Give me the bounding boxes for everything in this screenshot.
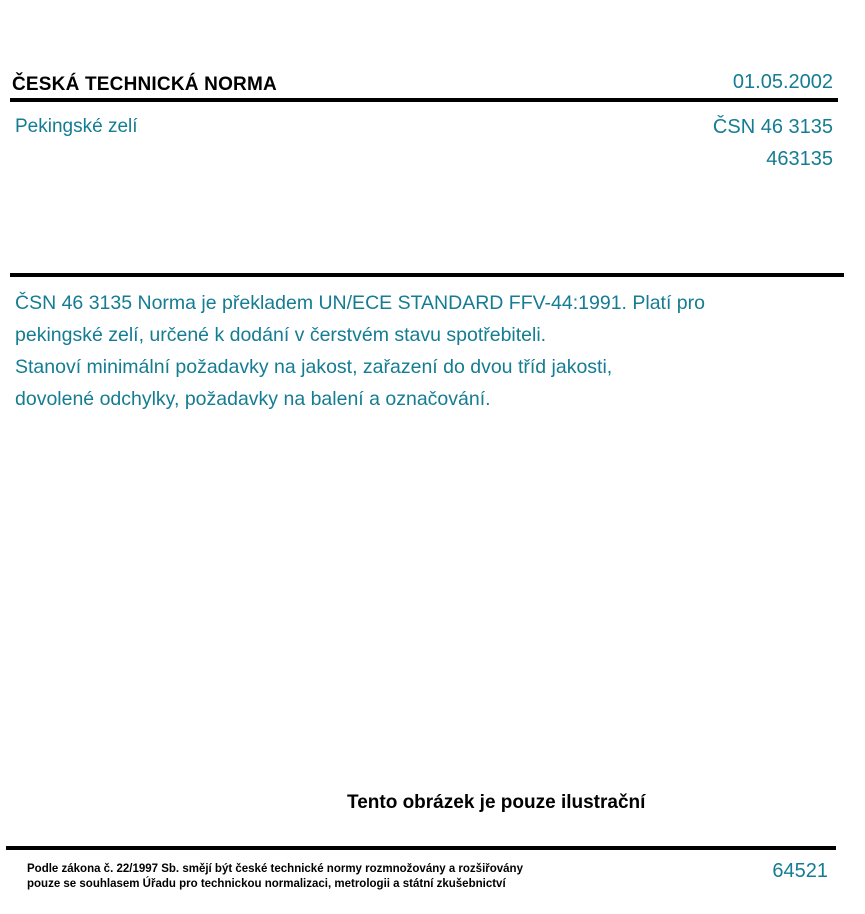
issue-date: 01.05.2002 — [732, 71, 833, 93]
catalog-number: 64521 — [772, 860, 828, 882]
legal-line: Podle zákona č. 22/1997 Sb. smějí být české technické normy rozmnožovány a rozšiřovány — [27, 863, 523, 875]
illustration-notice: Tento obrázek je pouze ilustrační — [347, 792, 646, 813]
classification-code: 463135 — [766, 148, 833, 170]
standard-subject: Pekingské zelí — [15, 116, 138, 137]
standard-description — [15, 287, 835, 415]
bottom-divider — [6, 846, 836, 850]
document-heading: ČESKÁ TECHNICKÁ NORMA — [12, 74, 277, 95]
middle-divider — [10, 273, 844, 277]
standard-designation: ČSN 46 3135 — [712, 116, 833, 138]
legal-notice — [27, 862, 523, 892]
legal-line: pouze se souhlasem Úřadu pro technickou normalizaci, metrologii a státní zkušebnictví — [27, 878, 506, 890]
description-line: dovolené odchylky, požadavky na balení a označování. — [15, 388, 491, 410]
description-line: Stanoví minimální požadavky na jakost, zařazení do dvou tříd jakosti, — [15, 356, 613, 378]
top-divider — [10, 98, 838, 102]
description-line: ČSN 46 3135 Norma je překladem UN/ECE STANDARD FFV-44:1991. Platí pro — [15, 292, 705, 314]
description-line: pekingské zelí, určené k dodání v čerstvém stavu spotřebiteli. — [15, 324, 547, 346]
